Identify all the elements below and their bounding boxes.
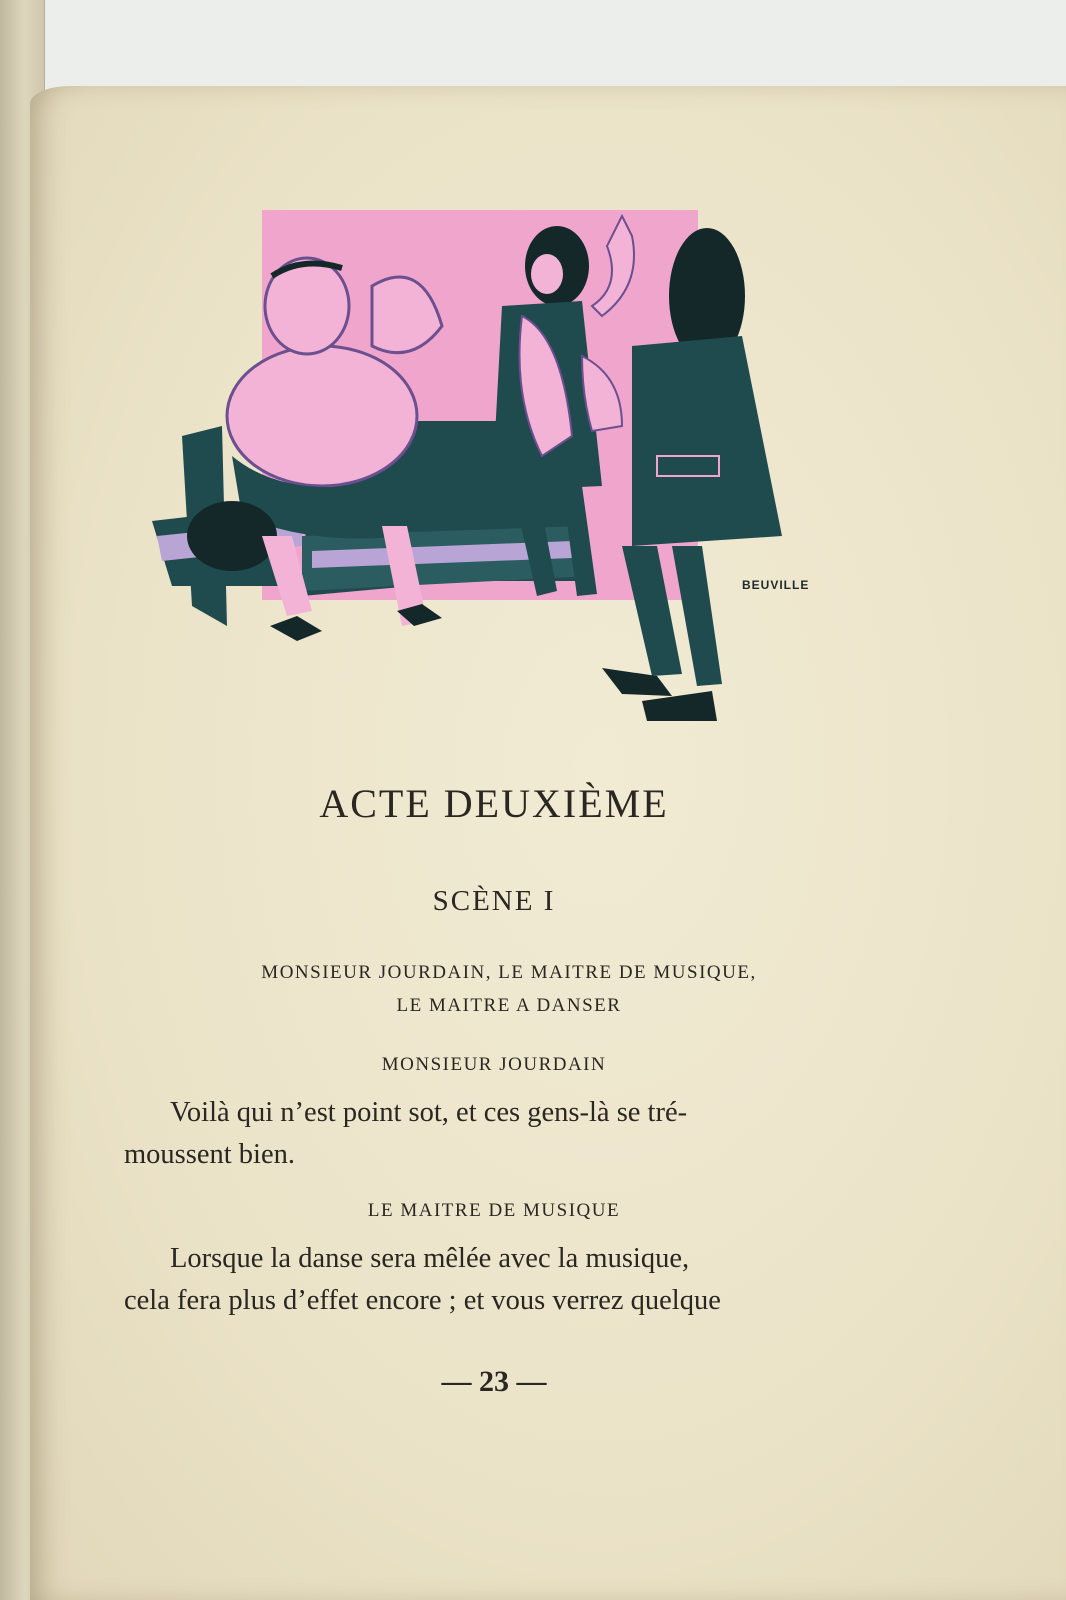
speech-line: Lorsque la danse sera mêlée avec la musique, (170, 1243, 690, 1274)
speech-text (124, 1238, 872, 1322)
scene-title: SCÈNE I (432, 885, 556, 917)
cast-line: LE MAITRE A DANSER (396, 995, 622, 1016)
page-number: — 23 — (441, 1365, 547, 1398)
cast-list (0, 956, 1018, 1022)
artist-signature: BEUVILLE (742, 578, 810, 592)
act-title: ACTE DEUXIÈME (319, 781, 669, 826)
speech-line: moussent bien. (124, 1139, 295, 1170)
speaker-name: LE MAITRE DE MUSIQUE (367, 1200, 621, 1221)
scene-illustration (152, 206, 792, 736)
speech-text (124, 1092, 872, 1176)
speech-line: Voilà qui n’est point sot, et ces gens-là se tré- (170, 1097, 688, 1128)
speech-line: cela fera plus d’effet encore ; et vous verrez quelque (124, 1285, 721, 1316)
speaker-name: MONSIEUR JOURDAIN (381, 1054, 607, 1075)
cast-line: MONSIEUR JOURDAIN, LE MAITRE DE MUSIQUE, (261, 962, 757, 983)
